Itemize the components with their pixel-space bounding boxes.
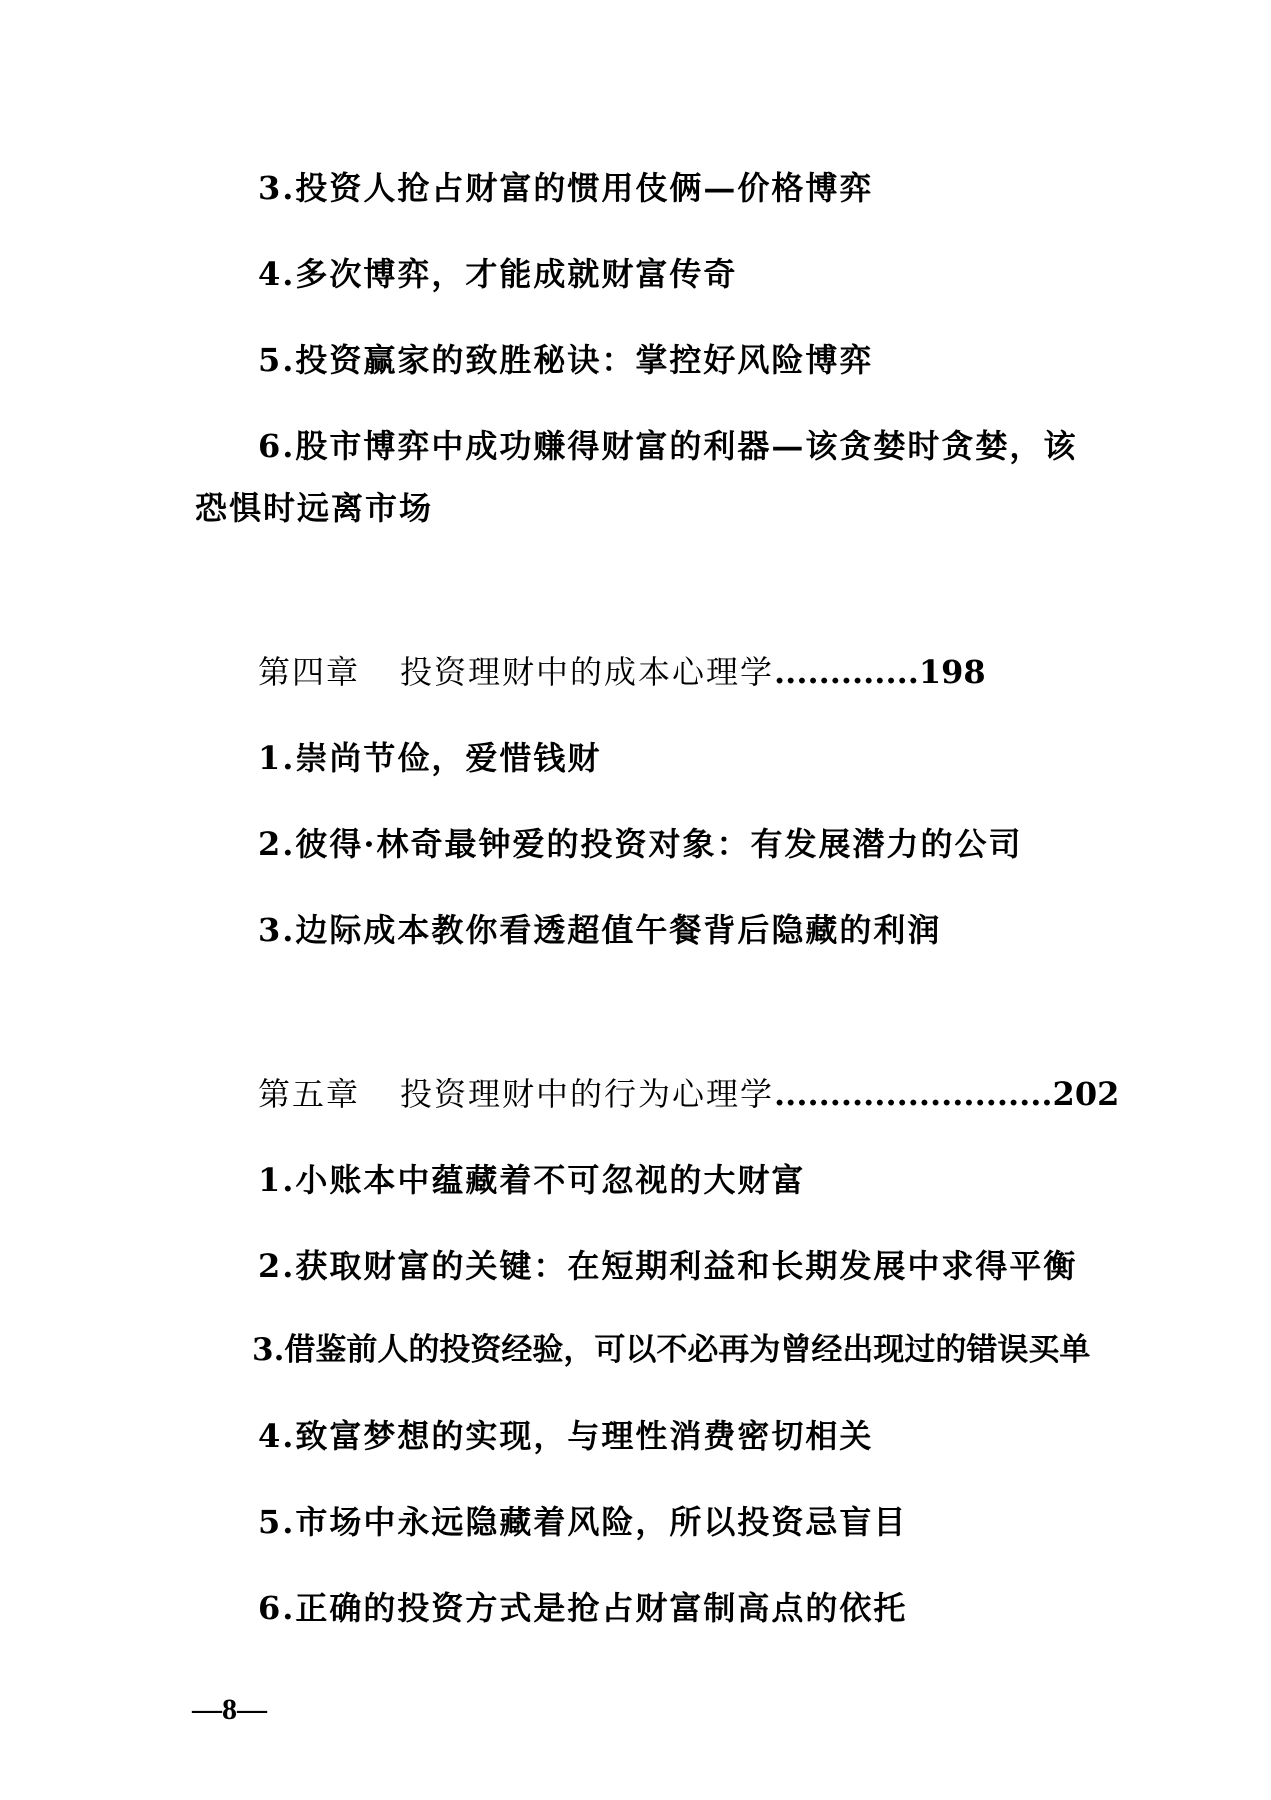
toc-item-ch4-1: 1.崇尚节俭，爱惜钱财	[258, 739, 602, 777]
chapter-4-leader-page: .............198	[774, 653, 986, 691]
page-number: —8—	[192, 1693, 267, 1726]
chapter-5-label: 第五章	[258, 1075, 361, 1113]
toc-item-ch4-2: 2.彼得·林奇最钟爱的投资对象：有发展潜力的公司	[258, 825, 1023, 863]
toc-item-ch5-6: 6.正确的投资方式是抢占财富制高点的依托	[258, 1589, 908, 1627]
toc-item-ch5-3: 3.借鉴前人的投资经验，可以不必再为曾经出现过的错误买单	[252, 1332, 1091, 1368]
toc-item-ch5-1: 1.小账本中蕴藏着不可忽视的大财富	[258, 1161, 806, 1199]
toc-item-ch3-5: 5.投资赢家的致胜秘诀：掌控好风险博弈	[258, 341, 874, 379]
chapter-4-title: 投资理财中的成本心理学	[400, 653, 775, 691]
toc-item-ch3-3: 3.投资人抢占财富的惯用伎俩—价格博弈	[258, 169, 874, 207]
toc-item-ch3-6-continued: 恐惧时远离市场	[195, 489, 434, 527]
toc-item-ch5-2: 2.获取财富的关键：在短期利益和长期发展中求得平衡	[258, 1247, 1078, 1285]
toc-item-ch5-4: 4.致富梦想的实现，与理性消费密切相关	[258, 1417, 874, 1455]
chapter-4-heading	[258, 652, 986, 692]
chapter-5-title: 投资理财中的行为心理学	[400, 1075, 775, 1113]
chapter-5-leader-page: .........................202	[774, 1075, 1120, 1113]
toc-item-ch5-5: 5.市场中永远隐藏着风险，所以投资忌盲目	[258, 1503, 908, 1541]
toc-item-ch3-6: 6.股市博弈中成功赚得财富的利器—该贪婪时贪婪，该	[258, 427, 1078, 465]
chapter-4-label: 第四章	[258, 653, 361, 691]
chapter-5-heading	[258, 1074, 1119, 1114]
toc-item-ch3-4: 4.多次博弈，才能成就财富传奇	[258, 255, 738, 293]
toc-item-ch4-3: 3.边际成本教你看透超值午餐背后隐藏的利润	[258, 911, 942, 949]
